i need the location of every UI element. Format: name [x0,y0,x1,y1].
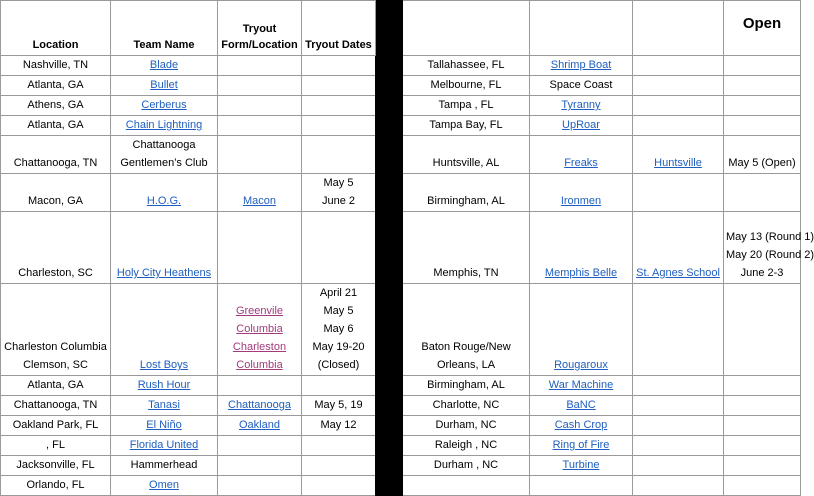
location-cell [1,376,111,396]
location-text: Orlando, FL [26,479,85,491]
tryout-date: May 12 [320,419,357,431]
team-link[interactable]: Turbine [562,459,600,471]
location-text: Atlanta, GA [27,79,84,91]
tryout-form-link[interactable]: Columbia [236,323,283,335]
location-cell [1,76,111,96]
right-team-cell [530,76,633,96]
right-team-cell[interactable] [530,284,633,376]
location-text: Durham , NC [433,459,499,471]
team-link[interactable]: Florida United [129,439,199,451]
team-link[interactable]: Freaks [564,157,598,169]
location-text: Oakland Park, FL [12,419,99,431]
right-location-cell [403,456,530,476]
right-team-cell[interactable] [530,56,633,76]
location-text: Charlotte, NC [432,399,500,411]
tryout-dates-cell [302,96,376,116]
right-team-cell [530,476,633,496]
team-cell[interactable] [111,396,218,416]
location-cell [1,174,111,212]
location-cell [1,212,111,284]
right-team-cell[interactable] [530,396,633,416]
location-text: Tampa Bay, FL [429,119,503,131]
team-link[interactable]: War Machine [548,379,614,391]
team-cell [111,136,218,174]
tryout-form-cell [218,376,302,396]
right-team-cell[interactable] [530,416,633,436]
header-tryout-form [218,1,302,56]
right-tryout-form-cell [633,116,724,136]
tryout-dates-cell [302,76,376,96]
tryout-dates-cell [302,456,376,476]
team-cell[interactable] [111,376,218,396]
open-date: May 13 (Round 1) [726,231,814,243]
location-text: Tallahassee, FL [427,59,505,71]
right-location-cell [403,416,530,436]
tryout-form-cell [218,76,302,96]
location-text: Raleigh , NC [434,439,498,451]
right-tryout-form-cell [633,416,724,436]
team-cell[interactable] [111,76,218,96]
tryout-dates-cell [302,136,376,174]
right-team-cell[interactable] [530,136,633,174]
location-text: , FL [46,439,65,451]
team-cell[interactable] [111,212,218,284]
right-team-cell[interactable] [530,96,633,116]
header-tryout-form-line1: Tryout [242,23,277,35]
tryout-dates-cell [302,396,376,416]
team-link[interactable]: Cash Crop [554,419,608,431]
tryout-date: (Closed) [317,359,360,371]
tryout-form-link[interactable]: Charleston [232,341,287,353]
open-date: May 20 (Round 2) [726,249,814,261]
right-tryout-form-cell [633,456,724,476]
right-team-cell[interactable] [530,456,633,476]
open-date: May 5 (Open) [728,157,796,169]
open-dates-cell [724,396,801,416]
open-dates-cell [724,436,801,456]
tryout-form-link[interactable]: Columbia [236,359,283,371]
tryout-date: May 19-20 [312,341,365,353]
tryout-dates-cell [302,476,376,496]
location-text: Athens, GA [27,99,84,111]
location-text: Huntsville, AL [432,157,500,169]
team-link[interactable]: El Niño [146,419,182,431]
header-right-form [633,1,724,56]
location-cell [1,396,111,416]
header-location: Location [1,1,111,56]
right-team-cell[interactable] [530,116,633,136]
header-tryout-dates: Tryout Dates [302,1,376,56]
header-row [1,1,801,56]
team-cell[interactable] [111,96,218,116]
team-link[interactable]: Bullet [150,79,178,91]
location-text: Birmingham, AL [427,379,505,391]
location-text: Nashville, TN [22,59,89,71]
right-tryout-form-cell [633,396,724,416]
team-link[interactable]: UpRoar [562,119,600,131]
team-name: Hammerhead [130,459,198,471]
team-link[interactable]: Tanasi [148,399,180,411]
team-cell[interactable] [111,416,218,436]
tryout-form-cell [218,212,302,284]
tryout-form-cell [218,56,302,76]
location-text: Macon, GA [27,195,84,207]
header-right-location [403,1,530,56]
location-cell [1,476,111,496]
team-cell [111,456,218,476]
right-location-cell [403,174,530,212]
location-text: Birmingham, AL [427,195,505,207]
location-cell [1,456,111,476]
location-text: Memphis, TN [433,267,499,279]
location-text: Atlanta, GA [27,379,84,391]
team-link[interactable]: Omen [149,479,179,491]
right-location-cell [403,96,530,116]
tryout-date: May 5, 19 [314,399,363,411]
right-location-cell [403,284,530,376]
team-link[interactable]: BaNC [566,399,596,411]
team-link[interactable]: Rougaroux [554,359,608,371]
right-location-cell [403,376,530,396]
team-name-line: Chattanooga [132,139,196,151]
tryout-form-cell [218,116,302,136]
header-open: Open [724,1,801,56]
location-text: Melbourne, FL [430,79,502,91]
location-text: Chattanooga, TN [13,157,98,169]
team-link[interactable]: Memphis Belle [544,267,618,279]
tryout-form-link[interactable]: Chattanooga [228,399,291,411]
right-location-cell [403,136,530,174]
open-dates-cell [724,174,801,212]
location-cell [1,284,111,376]
right-tryout-form-cell[interactable] [633,136,724,174]
team-link[interactable]: Ring of Fire [552,439,610,451]
header-right-team [530,1,633,56]
location-cell [1,96,111,116]
team-cell[interactable] [111,116,218,136]
open-dates-cell [724,136,801,174]
right-location-cell [403,76,530,96]
team-link[interactable]: H.O.G. [146,195,182,207]
tryout-dates-cell [302,212,376,284]
tryout-dates-cell [302,416,376,436]
black-divider [376,1,403,496]
tryout-form-cell [218,456,302,476]
open-dates-cell [724,116,801,136]
location-text: Charleston, SC [18,267,93,279]
team-name-line: Gentlemen’s Club [120,157,208,169]
right-team-cell[interactable] [530,212,633,284]
right-tryout-form-cell [633,284,724,376]
right-tryout-form-cell [633,174,724,212]
right-team-cell[interactable] [530,376,633,396]
tryout-form-cell [218,476,302,496]
tryout-date: May 6 [323,323,354,335]
team-cell[interactable] [111,174,218,212]
open-dates-cell [724,212,814,284]
team-link[interactable]: Shrimp Boat [550,59,612,71]
open-date: June 2-3 [740,267,784,279]
open-dates-cell [724,76,801,96]
tryout-form-cell [218,436,302,456]
right-tryout-form-cell [633,96,724,116]
open-dates-cell [724,456,801,476]
team-link[interactable]: Chain Lightning [125,119,203,131]
right-location-cell [403,56,530,76]
tryout-date: May 5 [323,177,354,189]
right-tryout-form-cell [633,56,724,76]
tryout-date: May 5 [323,305,354,317]
team-cell[interactable] [111,436,218,456]
location-cell [1,56,111,76]
tryout-date: June 2 [321,195,356,207]
tryout-date: April 21 [319,287,358,299]
team-cell[interactable] [111,284,218,376]
header-tryout-form-line2: Form/Location [221,39,298,51]
location-line: Clemson, SC [23,359,88,371]
tryout-form-cell[interactable] [218,416,302,436]
header-team-name: Team Name [111,1,218,56]
tryout-form-cell[interactable] [218,284,302,376]
open-dates-cell [724,416,801,436]
tryout-dates-cell [302,116,376,136]
right-tryout-form-cell[interactable] [633,212,724,284]
open-dates-cell [724,476,801,496]
tryout-form-link[interactable]: Huntsville [654,157,702,169]
team-cell[interactable] [111,476,218,496]
team-cell[interactable] [111,56,218,76]
location-cell [1,436,111,456]
tryout-form-link[interactable]: Greenvile [235,305,284,317]
tryout-form-cell [218,96,302,116]
team-name: Space Coast [549,79,613,91]
open-dates-cell [724,284,801,376]
right-team-cell[interactable] [530,174,633,212]
right-location-cell [403,116,530,136]
team-link[interactable]: Lost Boys [139,359,189,371]
tryout-dates-cell [302,284,376,376]
open-dates-cell [724,56,801,76]
right-tryout-form-cell [633,376,724,396]
right-tryout-form-cell [633,436,724,456]
team-link[interactable]: Holy City Heathens [116,267,212,279]
right-location-cell [403,212,530,284]
open-dates-cell [724,376,801,396]
right-location-cell [403,436,530,456]
team-link[interactable]: Rush Hour [137,379,191,391]
tryout-form-cell[interactable] [218,174,302,212]
location-text: Atlanta, GA [27,119,84,131]
location-line: Orleans, LA [436,359,496,371]
location-text: Jacksonville, FL [16,459,95,471]
right-tryout-form-cell [633,476,724,496]
location-text: Chattanooga, TN [13,399,98,411]
location-text: Tampa , FL [438,99,494,111]
right-team-cell[interactable] [530,436,633,456]
location-cell [1,416,111,436]
location-text: Durham, NC [435,419,497,431]
tryout-form-cell[interactable] [218,396,302,416]
right-location-cell [403,476,530,496]
team-link[interactable]: Tyranny [561,99,601,111]
tryout-dates-cell [302,376,376,396]
tryout-dates-cell [302,56,376,76]
team-link[interactable]: Ironmen [560,195,602,207]
tryout-form-link[interactable]: Oakland [239,419,280,431]
location-cell [1,116,111,136]
tryout-form-link[interactable]: St. Agnes School [636,267,720,279]
team-link[interactable]: Blade [149,59,179,71]
tryout-form-link[interactable]: Macon [242,195,277,207]
tryout-dates-cell [302,174,376,212]
tryout-form-cell [218,136,302,174]
location-line: Charleston Columbia [4,341,107,353]
open-dates-cell [724,96,801,116]
team-link[interactable]: Cerberus [141,99,187,111]
tryout-dates-cell [302,436,376,456]
right-tryout-form-cell [633,76,724,96]
location-line: Baton Rouge/New [421,341,511,353]
right-location-cell [403,396,530,416]
location-cell [1,136,111,174]
